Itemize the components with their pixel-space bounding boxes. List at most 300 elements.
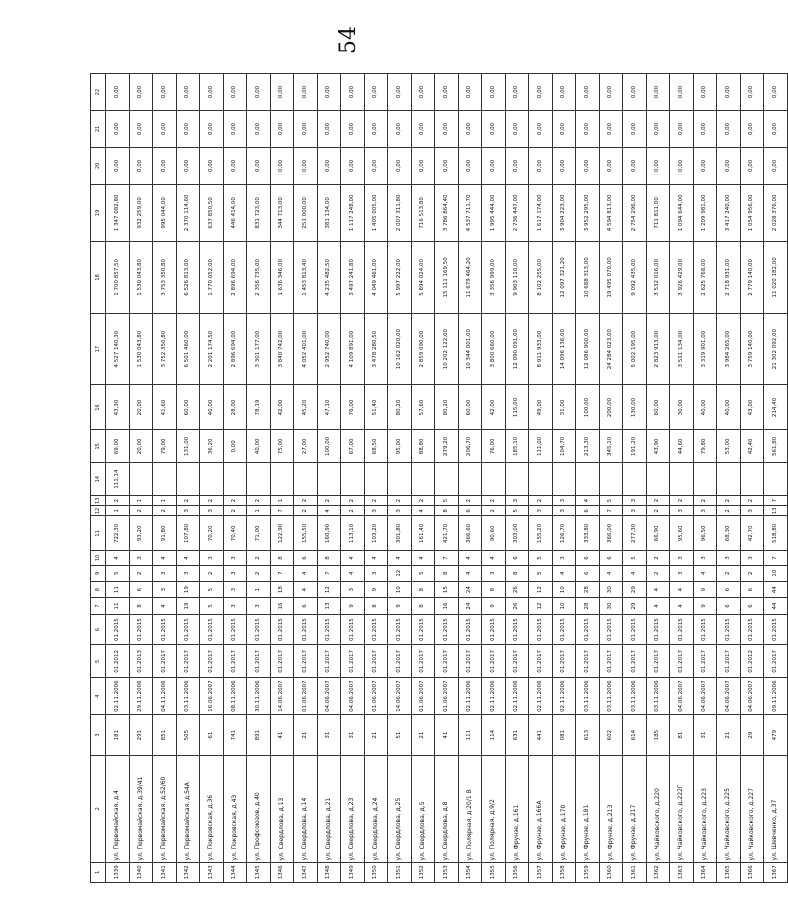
table-row	[623, 74, 647, 883]
table-cell: 28,00	[223, 385, 247, 430]
table-cell: 5 894 024,00	[411, 242, 435, 314]
table-cell: 4	[693, 565, 717, 581]
address-cell: ул. Свердлова, д.23	[341, 756, 365, 863]
table-cell: 1339	[106, 862, 130, 882]
table-cell	[505, 463, 529, 496]
table-cell: 2	[341, 496, 365, 506]
table-cell: 2	[364, 496, 388, 506]
table-cell: 01.2015	[764, 614, 788, 645]
address-cell: ул. Свердлова, д.8	[435, 756, 459, 863]
table-cell: 081	[552, 715, 576, 756]
table-cell	[341, 463, 365, 496]
table-cell	[529, 463, 553, 496]
table-cell: 96,50	[693, 516, 717, 551]
table-cell: 2 356 735,00	[247, 242, 271, 314]
address-cell: ул. Чайковского, д.225	[717, 756, 741, 863]
table-cell: 70,40	[223, 516, 247, 551]
table-cell: 30.11.2006	[247, 678, 271, 715]
table-cell: 111,00	[529, 430, 553, 463]
table-cell: 206,70	[458, 430, 482, 463]
table-cell: 637 850,50	[200, 184, 224, 241]
table-cell	[270, 463, 294, 496]
table-cell: 2	[646, 506, 670, 516]
table-cell: 40,00	[693, 385, 717, 430]
table-cell: 69,00	[106, 430, 130, 463]
table-cell: 3	[247, 598, 271, 614]
table-cell: 0,00	[106, 74, 130, 111]
address-cell: ул. Чайковского, д.222Г	[670, 756, 694, 863]
table-cell: 01.2015	[153, 614, 177, 645]
table-cell: 0,00	[576, 111, 600, 148]
table-cell: 19 495 070,00	[599, 242, 623, 314]
table-cell: 2	[341, 506, 365, 516]
table-cell: 279,20	[435, 430, 459, 463]
address-cell: ул. Фрунзе, д.161	[505, 756, 529, 863]
table-cell: 1363	[670, 862, 694, 882]
address-cell: ул. Чайковского, д.227	[740, 756, 764, 863]
table-cell: 12	[317, 581, 341, 597]
table-row	[599, 74, 623, 883]
table-row	[106, 74, 130, 883]
table-cell: 1 054 956,00	[740, 184, 764, 241]
table-cell: 01.2015	[200, 614, 224, 645]
table-cell: 2	[529, 496, 553, 506]
table-cell: 01.2017	[623, 645, 647, 678]
table-cell: 6	[740, 581, 764, 597]
table-cell: 185	[646, 715, 670, 756]
table-cell: 1 209 981,00	[693, 184, 717, 241]
table-cell: 79,00	[153, 430, 177, 463]
table-cell	[247, 463, 271, 496]
table-cell: 01.06.2007	[411, 678, 435, 715]
table-cell: 20,00	[129, 430, 153, 463]
table-cell: 30	[599, 598, 623, 614]
table-cell: 9 092 435,00	[623, 242, 647, 314]
table-cell	[576, 463, 600, 496]
table-cell: 3	[552, 496, 576, 506]
table-cell: 01.2017	[223, 645, 247, 678]
table-cell: 2	[740, 565, 764, 581]
table-cell: 1355	[482, 862, 506, 882]
table-cell: 42,00	[270, 385, 294, 430]
table-cell: 04.06.2007	[670, 678, 694, 715]
table-cell: 303,00	[505, 516, 529, 551]
table-cell: 2 859 090,00	[411, 313, 435, 385]
column-number-cell: 12	[91, 506, 106, 516]
table-cell: 2 896 694,00	[223, 313, 247, 385]
table-cell: 3 840 742,00	[270, 313, 294, 385]
table-cell: 0,00	[106, 147, 130, 184]
column-number-cell: 1	[91, 862, 106, 882]
table-cell: 2 370 114,60	[176, 184, 200, 241]
table-cell: 0,00	[623, 147, 647, 184]
table-cell: 10 202 122,00	[435, 313, 459, 385]
table-cell: 10	[552, 581, 576, 597]
table-cell: 103,20	[364, 516, 388, 551]
table-cell: 01.2013	[129, 645, 153, 678]
table-cell: 3 952 295,00	[576, 184, 600, 241]
table-cell: 31	[317, 715, 341, 756]
table-cell: 01.2017	[317, 645, 341, 678]
table-row	[341, 74, 365, 883]
table-row	[529, 74, 553, 883]
table-cell: 0,00	[552, 111, 576, 148]
table-cell: 4	[552, 565, 576, 581]
table-cell: 01.2015	[129, 614, 153, 645]
table-row	[482, 74, 506, 883]
table-cell: 03.11.2006	[623, 678, 647, 715]
table-cell: 0,00	[223, 430, 247, 463]
table-cell: 41	[435, 715, 459, 756]
table-cell: 344 713,00	[270, 184, 294, 241]
table-cell: 76,00	[341, 385, 365, 430]
table-cell: 36,20	[200, 430, 224, 463]
table-row	[646, 74, 670, 883]
table-cell: 0,00	[411, 74, 435, 111]
table-cell: 0,00	[646, 111, 670, 148]
column-number-cell: 3	[91, 715, 106, 756]
table-row	[505, 74, 529, 883]
table-cell: 7	[599, 506, 623, 516]
table-row	[270, 74, 294, 883]
table-cell: 8	[364, 598, 388, 614]
table-cell: 78,19	[247, 385, 271, 430]
table-cell: 01.2015	[247, 614, 271, 645]
table-cell: 01.2017	[764, 645, 788, 678]
table-cell: 4 235 482,50	[317, 242, 341, 314]
table-cell: 3	[223, 551, 247, 565]
table-cell: 6	[599, 551, 623, 565]
table-cell: 4 594 813,00	[599, 184, 623, 241]
table-cell: 3	[482, 565, 506, 581]
table-cell: 1345	[247, 862, 271, 882]
table-cell	[458, 463, 482, 496]
table-cell: 68,30	[717, 516, 741, 551]
table-cell: 4	[670, 598, 694, 614]
table-cell: 01.2017	[388, 645, 412, 678]
table-cell: 1 770 052,00	[200, 242, 224, 314]
table-cell: 0,00	[200, 111, 224, 148]
table-cell: 01.2017	[176, 645, 200, 678]
table-cell: 0,00	[153, 147, 177, 184]
table-cell: 1354	[458, 862, 482, 882]
table-cell: 9	[482, 598, 506, 614]
address-cell: ул. Первомайская, д.52/60	[153, 756, 177, 863]
table-row	[223, 74, 247, 883]
table-cell: 01.2015	[458, 614, 482, 645]
table-cell: 28	[576, 598, 600, 614]
table-cell: 01.2015	[270, 614, 294, 645]
table-cell: 0,00	[576, 147, 600, 184]
table-cell: 01.06.2007	[364, 678, 388, 715]
table-cell: 995 044,00	[153, 184, 177, 241]
table-cell: 366,60	[458, 516, 482, 551]
table-cell: 41,60	[153, 385, 177, 430]
table-cell	[717, 463, 741, 496]
table-cell: 12 097 321,20	[552, 242, 576, 314]
table-cell: 8	[435, 506, 459, 516]
table-cell: 3	[388, 506, 412, 516]
table-cell: 2	[388, 496, 412, 506]
table-cell	[388, 463, 412, 496]
table-cell: 111,14	[106, 463, 130, 496]
table-cell: 01.2015	[505, 614, 529, 645]
table-cell: 2	[294, 496, 318, 506]
table-cell: 01.2015	[388, 614, 412, 645]
table-cell: 1346	[270, 862, 294, 882]
table-cell: 2 823 913,00	[646, 313, 670, 385]
table-cell: 8 911 933,00	[529, 313, 553, 385]
table-cell: 4 527 140,30	[106, 313, 130, 385]
table-cell: 4	[458, 565, 482, 581]
table-cell: 2	[411, 496, 435, 506]
table-cell: 2	[717, 565, 741, 581]
table-cell: 2	[693, 496, 717, 506]
column-number-cell: 11	[91, 516, 106, 551]
table-cell: 76,00	[482, 430, 506, 463]
table-cell: 155,50	[294, 516, 318, 551]
table-cell: 43,00	[740, 385, 764, 430]
table-row	[153, 74, 177, 883]
table-cell: 107,80	[176, 516, 200, 551]
table-cell: 7	[270, 506, 294, 516]
table-cell: 0,00	[717, 74, 741, 111]
table-cell: 2	[717, 506, 741, 516]
address-cell: ул. Свердлова, д.14	[294, 756, 318, 863]
table-cell: 27,00	[294, 430, 318, 463]
table-cell: 12	[529, 581, 553, 597]
table-cell: 6	[576, 506, 600, 516]
table-cell: 0,00	[106, 111, 130, 148]
table-cell: 3	[670, 506, 694, 516]
table-cell: 3	[364, 565, 388, 581]
table-cell: 7	[270, 565, 294, 581]
address-cell: ул. Покровская, д.43	[223, 756, 247, 863]
table-cell: 01.2015	[623, 614, 647, 645]
table-cell: 2	[670, 496, 694, 506]
table-cell: 7	[764, 551, 788, 565]
table-cell: 21 302 092,00	[764, 313, 788, 385]
table-cell: 26	[505, 581, 529, 597]
table-cell: 2 736 447,00	[505, 184, 529, 241]
table-cell: 3	[552, 506, 576, 516]
table-cell: 01.2015	[693, 614, 717, 645]
table-cell: 1	[270, 496, 294, 506]
table-cell: 1 405 005,00	[364, 184, 388, 241]
table-cell: 0,00	[223, 74, 247, 111]
table-cell: 0,00	[764, 147, 788, 184]
table-cell: 9	[364, 581, 388, 597]
table-cell: 0,00	[505, 147, 529, 184]
table-cell: 24	[458, 581, 482, 597]
address-cell: ул. Профсоюзов, д.40	[247, 756, 271, 863]
column-number-row	[91, 74, 106, 883]
table-cell: 3	[364, 506, 388, 516]
table-cell: 345,10	[599, 430, 623, 463]
column-number-cell: 9	[91, 565, 106, 581]
table-cell: 02.11.2006	[482, 678, 506, 715]
table-cell: 4 537 711,70	[458, 184, 482, 241]
table-cell: 7	[435, 551, 459, 565]
table-cell: 2	[176, 496, 200, 506]
table-cell: 0,00	[223, 147, 247, 184]
table-cell: 0,00	[435, 147, 459, 184]
table-cell: 111	[458, 715, 482, 756]
table-cell: 4	[576, 496, 600, 506]
table-cell: 01.2017	[247, 645, 271, 678]
table-cell: 2	[106, 496, 130, 506]
column-number-cell: 4	[91, 678, 106, 715]
table-cell: 04.06.2007	[693, 678, 717, 715]
table-cell: 1348	[317, 862, 341, 882]
table-cell: 3	[200, 506, 224, 516]
table-cell: 44	[764, 581, 788, 597]
table-cell: 6	[717, 598, 741, 614]
table-cell: 24	[458, 598, 482, 614]
table-cell: 0,00	[552, 147, 576, 184]
table-cell	[599, 463, 623, 496]
table-row	[176, 74, 200, 883]
buildings-table	[90, 73, 788, 883]
table-cell: 3	[153, 581, 177, 597]
table-cell: 15 111 169,50	[435, 242, 459, 314]
table-cell: 0,00	[623, 111, 647, 148]
table-cell: 891	[247, 715, 271, 756]
table-cell: 505	[176, 715, 200, 756]
table-cell: 01.2017	[505, 645, 529, 678]
table-cell: 3	[693, 506, 717, 516]
table-cell: 10	[764, 565, 788, 581]
table-cell: 1 453 813,40	[294, 242, 318, 314]
table-cell: 1340	[129, 862, 153, 882]
table-cell: 0,00	[740, 147, 764, 184]
table-cell: 09.11.2006	[764, 678, 788, 715]
table-cell: 29.11.2006	[129, 678, 153, 715]
table-cell: 4	[106, 551, 130, 565]
table-cell: 2	[482, 496, 506, 506]
table-cell: 01.2017	[270, 645, 294, 678]
table-cell: 15	[435, 581, 459, 597]
table-cell: 01.2015	[717, 614, 741, 645]
table-cell: 13	[764, 506, 788, 516]
table-cell: 02.11.2006	[458, 678, 482, 715]
table-cell: 43,90	[646, 430, 670, 463]
table-cell: 0,00	[200, 147, 224, 184]
table-cell: 1 530 043,80	[129, 313, 153, 385]
table-cell	[670, 463, 694, 496]
table-cell: 851	[153, 715, 177, 756]
address-cell: ул. Фрунзе, д.170	[552, 756, 576, 863]
table-row	[458, 74, 482, 883]
table-cell: 0,00	[717, 111, 741, 148]
table-cell: 3	[153, 565, 177, 581]
table-cell: 301,80	[388, 516, 412, 551]
table-cell: 8	[270, 551, 294, 565]
table-cell: 2	[200, 496, 224, 506]
table-cell: 2 896 694,00	[223, 242, 247, 314]
table-cell: 4	[411, 551, 435, 565]
table-cell: 03.11.2006	[176, 678, 200, 715]
address-cell: ул. Фрунзе, д.166А	[529, 756, 553, 863]
table-cell: 4	[670, 581, 694, 597]
table-cell: 01.06.2007	[294, 678, 318, 715]
table-row	[670, 74, 694, 883]
table-cell: 01.2015	[106, 614, 130, 645]
table-cell: 0,00	[294, 111, 318, 148]
address-cell: ул. Полярная, д.20/1 В	[458, 756, 482, 863]
address-cell: ул. Свердлова, д.5	[411, 756, 435, 863]
column-number-cell: 10	[91, 551, 106, 565]
table-row	[364, 74, 388, 883]
table-cell: 1360	[599, 862, 623, 882]
table-cell: 2	[294, 506, 318, 516]
table-cell: 3	[693, 551, 717, 565]
table-cell: 0,00	[153, 74, 177, 111]
table-cell: 11	[106, 581, 130, 597]
table-row	[717, 74, 741, 883]
table-cell: 1	[247, 581, 271, 597]
table-cell: 3	[129, 551, 153, 565]
table-cell: 16	[270, 598, 294, 614]
table-row	[552, 74, 576, 883]
table-cell: 57,60	[411, 385, 435, 430]
table-cell: 10 688 313,00	[576, 242, 600, 314]
table-cell: 10	[388, 581, 412, 597]
table-cell: 5 997 222,00	[388, 242, 412, 314]
address-cell: ул. Полярная, д.9/2	[482, 756, 506, 863]
table-cell	[364, 463, 388, 496]
table-cell: 0,00	[482, 74, 506, 111]
table-cell: 8	[435, 565, 459, 581]
table-cell: 28	[576, 581, 600, 597]
table-cell: 1347	[294, 862, 318, 882]
table-cell: 03.11.2006	[576, 678, 600, 715]
table-cell: 01.2017	[599, 645, 623, 678]
table-cell: 5	[200, 598, 224, 614]
table-cell: 0,00	[223, 111, 247, 148]
table-cell: 3	[223, 581, 247, 597]
table-cell: 5	[529, 551, 553, 565]
table-cell: 0,00	[129, 74, 153, 111]
table-cell: 04.06.2007	[341, 678, 365, 715]
table-cell: 42,40	[740, 430, 764, 463]
table-row	[693, 74, 717, 883]
table-cell: 01.2015	[411, 614, 435, 645]
table-cell: 0,00	[670, 74, 694, 111]
table-cell: 0,00	[552, 74, 576, 111]
table-cell: 0,00	[435, 111, 459, 148]
table-cell: 01.2017	[576, 645, 600, 678]
table-cell: 02.11.2006	[505, 678, 529, 715]
table-cell: 43,30	[106, 385, 130, 430]
table-cell: 0,00	[505, 111, 529, 148]
table-cell: 51,40	[364, 385, 388, 430]
table-cell: 31	[341, 715, 365, 756]
column-number-cell: 2	[91, 756, 106, 863]
table-cell: 9	[388, 598, 412, 614]
table-cell: 1350	[364, 862, 388, 882]
table-cell: 6	[129, 581, 153, 597]
table-cell: 711 811,00	[646, 184, 670, 241]
column-number-cell: 22	[91, 74, 106, 111]
table-cell: 40,00	[717, 385, 741, 430]
table-cell: 81	[670, 715, 694, 756]
table-cell: 04.06.2007	[740, 678, 764, 715]
table-cell: 0,00	[646, 74, 670, 111]
table-cell: 2 779 140,00	[740, 242, 764, 314]
table-cell: 5	[411, 565, 435, 581]
table-cell: 5	[505, 506, 529, 516]
